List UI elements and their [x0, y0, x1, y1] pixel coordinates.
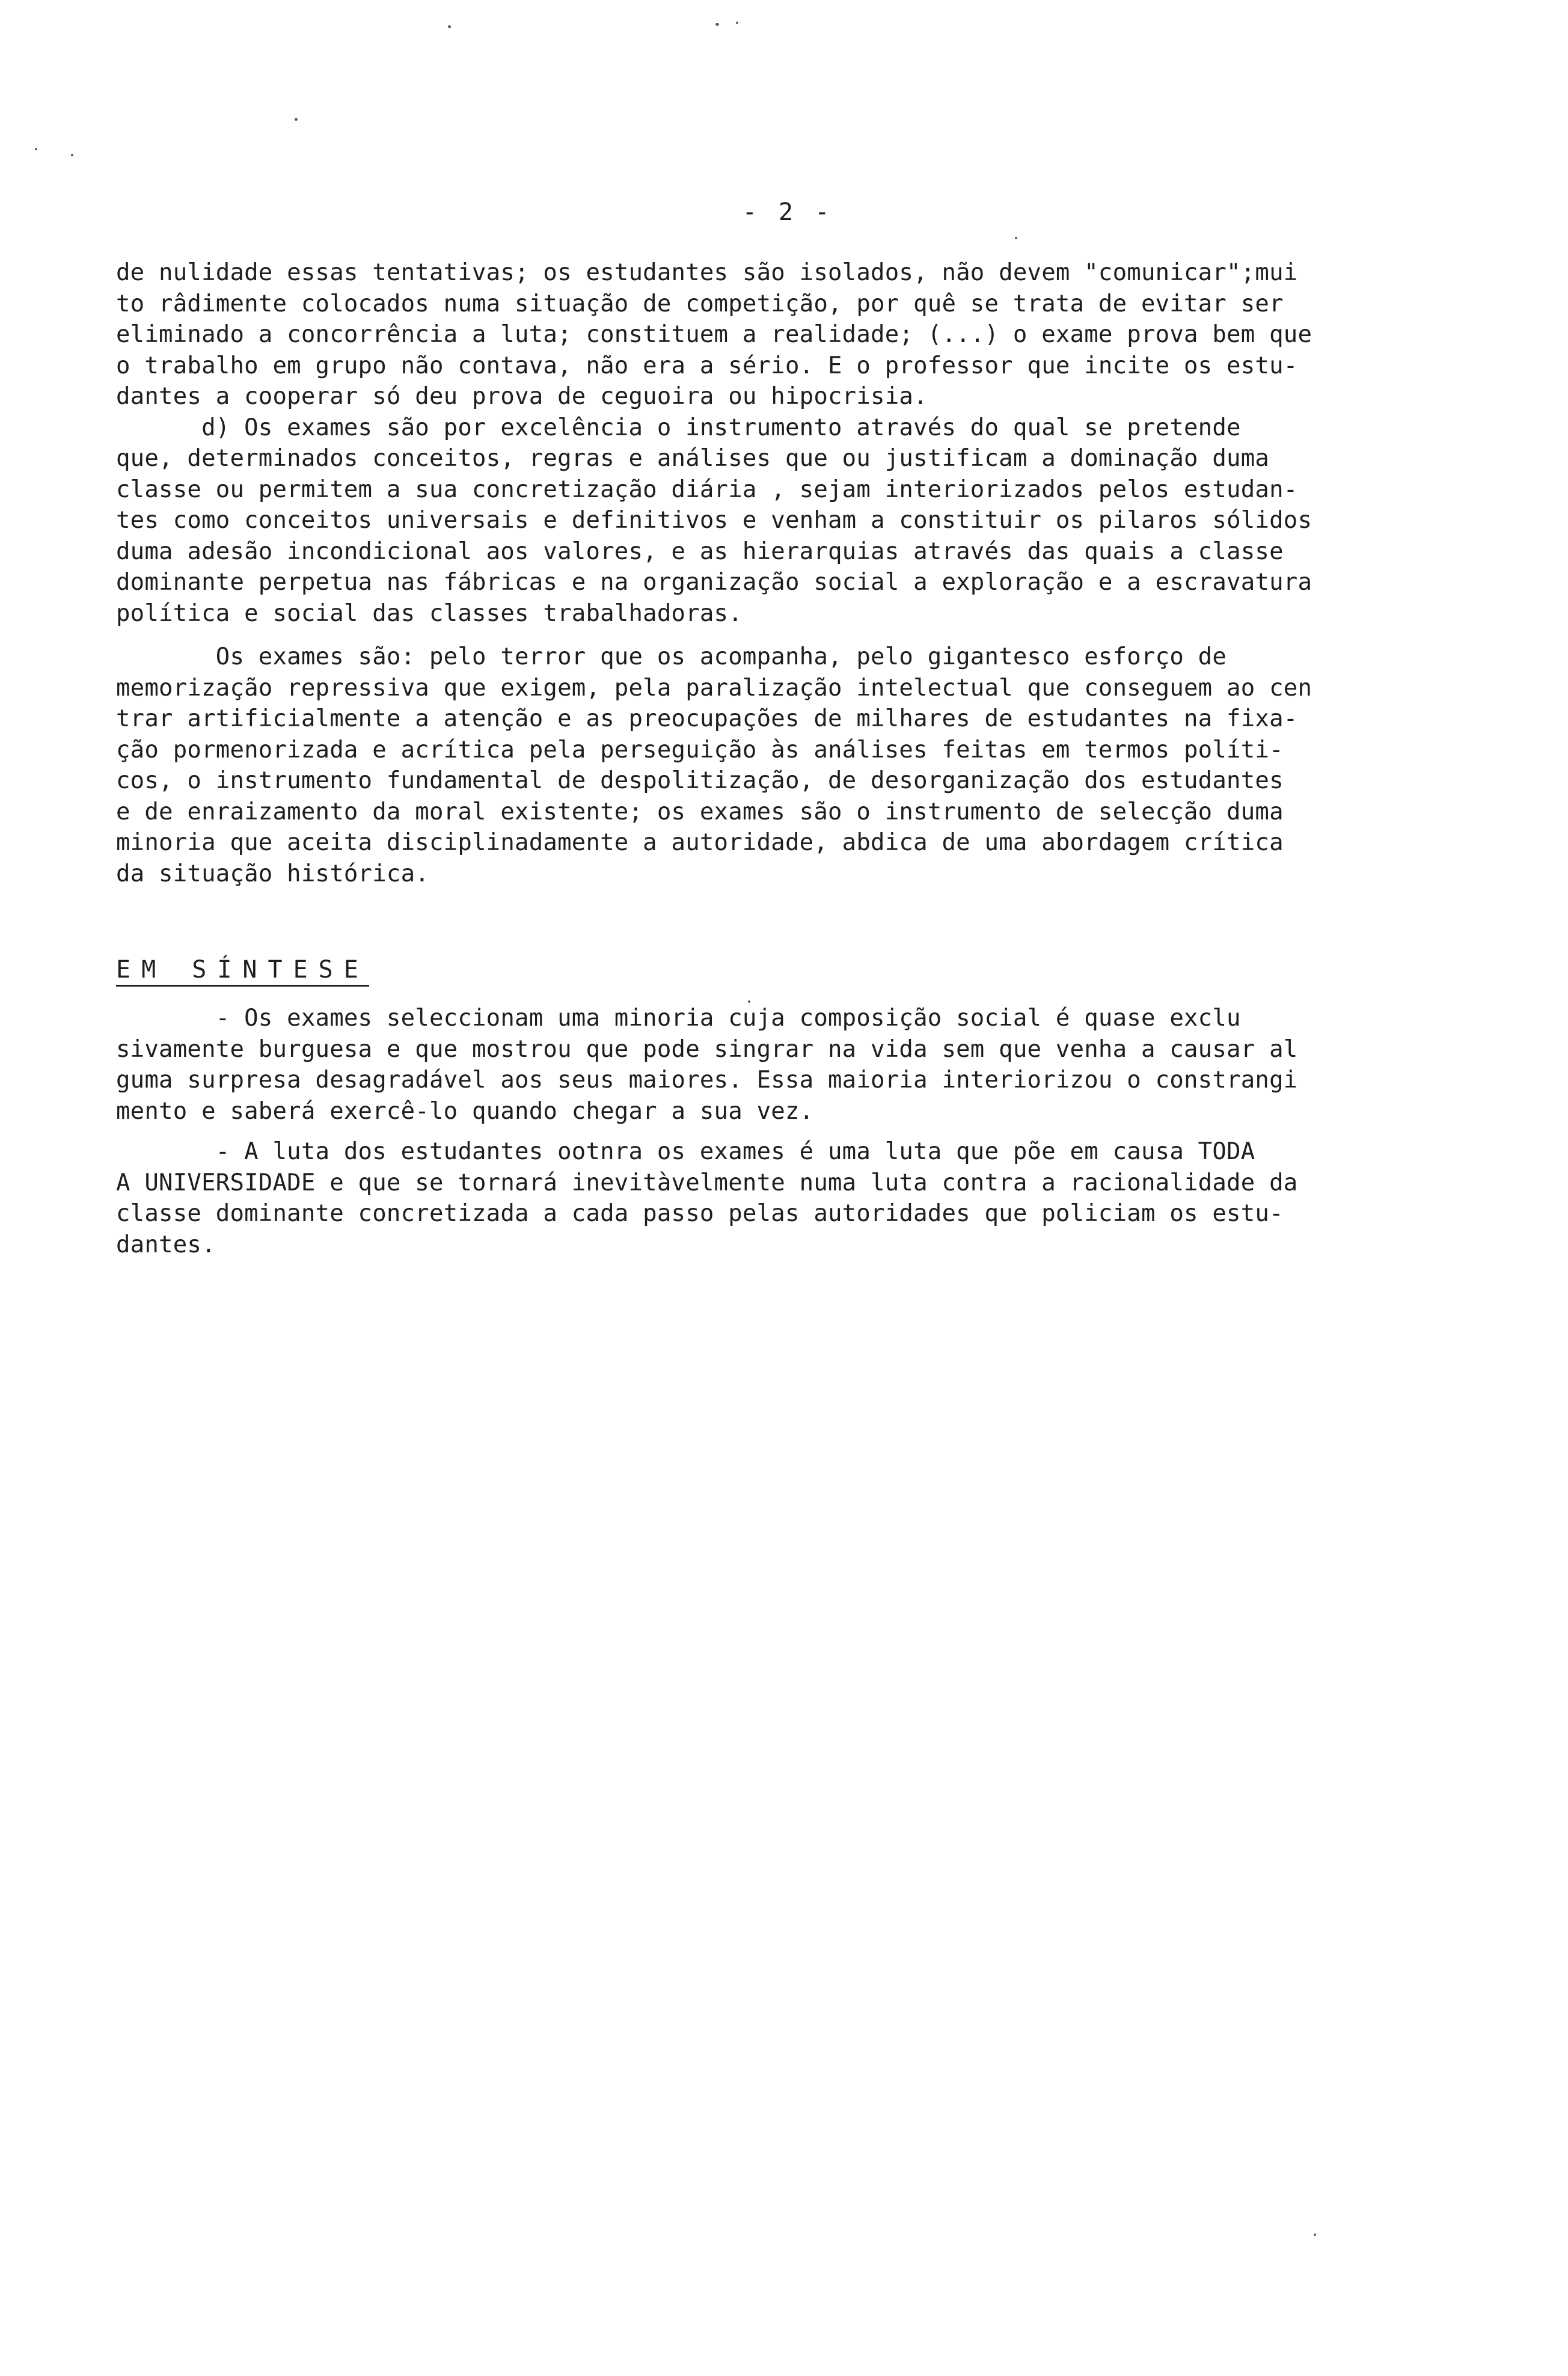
synthesis-paragraph-2: - A luta dos estudantes ootnra os exames é uma luta que põe em causa TODA A UNIVERSIDADE e que se tornará inevitàvelmente numa luta contra a racionalidade da classe dominante concretizada a cada passo pelas autoridades que policiam os estu- dantes. — [116, 1138, 1298, 1258]
scan-speck — [1314, 2234, 1316, 2236]
scan-speck — [71, 154, 73, 156]
section-heading-synthesis: EM SÍNTESE — [116, 956, 369, 987]
scan-speck — [736, 22, 738, 24]
body-paragraph-exam-functions: Os exames são: pelo terror que os acompanha, pelo gigantesco esforço de memorização repressiva que exigem, pela paralização intelectual que conseguem ao cen trar artificialmente a atenção e as preocupações de milhares de estudantes na fixa- ção pormenorizada e acrítica pela perseguição às análises feitas em termos políti- cos, o instrumento fundamental de despolitização, de desorganização dos estudantes e de enraizamento da moral existente; os exames são o instrumento de selecção duma minoria que aceita disciplinadamente a autoridade, abdica de uma abordagem crítica da situação histórica. — [116, 643, 1312, 887]
scan-speck — [715, 23, 719, 26]
body-paragraph-exam-isolation: de nulidade essas tentativas; os estudantes são isolados, não devem "comunicar";mui to râdimente colocados numa situação de competição, por quê se trata de evitar ser eliminado a concorrência a luta; constituem a realidade; (...) o exame prova bem que o trabalho em grupo não contava, não era a sério. E o professor que incite os estu- dantes a cooperar só deu prova de ceguoira ou hipocrisia. d) Os exames são por excelência o instrumento através do qual se pretende que, determinados conceitos, regras e análises que ou justificam a dominação duma classe ou permitem a sua concretização diária , sejam interiorizados pelos estudan- tes como conceitos universais e definitivos e venham a constituir os pilaros sólidos duma adesão incondicional aos valores, e as hierarquias através das quais a classe dominante perpetua nas fábricas e na organização social a exploração e a escravatura política e social das classes trabalhadoras. — [116, 259, 1312, 627]
scan-speck — [295, 118, 298, 121]
synthesis-paragraph-1: - Os exames seleccionam uma minoria cuja composição social é quase exclu sivamente burguesa e que mostrou que pode singrar na vida sem que venha a causar al guma surpresa desagradável aos seus maiores. Essa maioria interiorizou o constrangi mento e saberá exercê-lo quando chegar a sua vez. — [116, 1005, 1298, 1125]
page-number: - 2 - — [742, 198, 833, 226]
scan-speck — [35, 148, 37, 150]
scan-speck — [448, 25, 451, 28]
scan-speck — [1015, 237, 1017, 239]
